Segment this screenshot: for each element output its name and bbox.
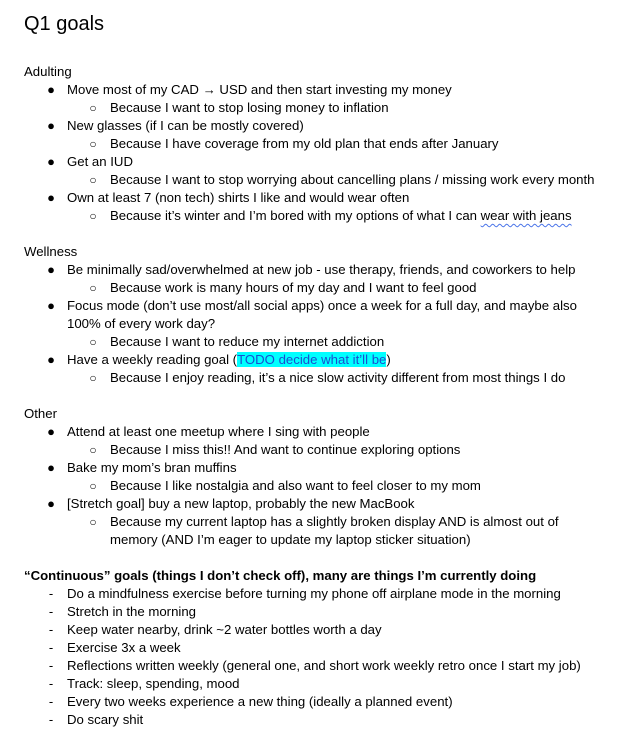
list-item: Keep water nearby, drink ~2 water bottles worth a day	[67, 622, 382, 637]
bullet-level1: ●	[47, 496, 55, 511]
list-item: Bake my mom’s bran muffins	[67, 460, 237, 475]
list-item: Stretch in the morning	[67, 604, 197, 619]
bullet-level1: ●	[47, 298, 55, 313]
sub-list-item: Because I want to stop worrying about cancelling plans / missing work every month	[110, 172, 595, 187]
bullet-dash: -	[48, 622, 54, 637]
bullet-level2: ○	[89, 101, 97, 115]
bullet-level2: ○	[89, 479, 97, 493]
bullet-level1: ●	[47, 82, 55, 97]
sub-list-item: Because I enjoy reading, it’s a nice slow activity different from most things I do	[110, 370, 566, 385]
bullet-dash: -	[48, 604, 54, 619]
list-item: Every two weeks experience a new thing (ideally a planned event)	[67, 694, 453, 709]
list-item: Do a mindfulness exercise before turning my phone off airplane mode in the morning	[67, 586, 561, 601]
sub-list-item: Because work is many hours of my day and I want to feel good	[110, 280, 477, 295]
highlighted-todo-text[interactable]: TODO decide what it’ll be	[237, 352, 387, 367]
sub-list-item: Because I like nostalgia and also want to feel closer to my mom	[110, 478, 481, 493]
bullet-level2: ○	[89, 137, 97, 151]
bullet-level1: ●	[47, 154, 55, 169]
section-heading-continuous: “Continuous” goals (things I don’t check off), many are things I’m currently doing	[24, 568, 537, 583]
list-item: Exercise 3x a week	[67, 640, 181, 655]
list-item: Focus mode (don’t use most/all social apps) once a week for a full day, and maybe also	[67, 298, 577, 313]
document-title: Q1 goals	[24, 13, 105, 35]
sub-list-item: Because I have coverage from my old plan that ends after January	[110, 136, 499, 151]
bullet-level1: ●	[47, 118, 55, 133]
section-heading-wellness: Wellness	[24, 244, 78, 259]
list-item	[67, 351, 391, 369]
list-item: Move most of my CAD → USD and then start investing my money	[67, 82, 452, 97]
bullet-dash: -	[48, 676, 54, 691]
sub-list-item: Because I want to reduce my internet addiction	[110, 334, 385, 349]
sub-list-item: Because my current laptop has a slightly broken display AND is almost out of	[110, 514, 559, 529]
bullet-dash: -	[48, 694, 54, 709]
bullet-level1: ●	[47, 460, 55, 475]
bullet-level2: ○	[89, 371, 97, 385]
bullet-level2: ○	[89, 173, 97, 187]
list-item: Own at least 7 (non tech) shirts I like and would wear often	[67, 190, 410, 205]
bullet-dash: -	[48, 658, 54, 673]
sub-list-item: Because I want to stop losing money to inflation	[110, 100, 389, 115]
bullet-dash: -	[48, 712, 54, 727]
bullet-level1: ●	[47, 190, 55, 205]
list-item-text: )	[386, 352, 391, 367]
list-item-text: Have a weekly reading goal (	[67, 352, 238, 367]
list-item: [Stretch goal] buy a new laptop, probably the new MacBook	[67, 496, 415, 511]
section-heading-adulting: Adulting	[24, 64, 72, 79]
sub-list-item: Because I miss this!! And want to continue exploring options	[110, 442, 461, 457]
list-item: Track: sleep, spending, mood	[67, 676, 240, 691]
spellcheck-underlined-text[interactable]: wear with jeans	[480, 208, 572, 223]
bullet-level1: ●	[47, 424, 55, 439]
list-item: Be minimally sad/overwhelmed at new job - use therapy, friends, and coworkers to help	[67, 262, 576, 277]
bullet-dash: -	[48, 640, 54, 655]
bullet-level2: ○	[89, 335, 97, 349]
list-item: New glasses (if I can be mostly covered)	[67, 118, 304, 133]
bullet-dash: -	[48, 586, 54, 601]
list-item: Get an IUD	[67, 154, 133, 169]
bullet-level2: ○	[89, 281, 97, 295]
bullet-level2: ○	[89, 443, 97, 457]
list-item: Do scary shit	[67, 712, 144, 727]
list-item: Attend at least one meetup where I sing with people	[67, 424, 370, 439]
list-item: Reflections written weekly (general one, and short work weekly retro once I start my job)	[67, 658, 581, 673]
bullet-level2: ○	[89, 515, 97, 529]
bullet-level1: ●	[47, 262, 55, 277]
section-heading-other: Other	[24, 406, 57, 421]
bullet-level2: ○	[89, 209, 97, 223]
list-item-continuation: 100% of every work day?	[67, 316, 216, 331]
bullet-level1: ●	[47, 352, 55, 367]
sub-list-item-text: Because it’s winter and I’m bored with my options of what I can	[110, 208, 481, 223]
sub-list-item-continuation: memory (AND I’m eager to update my laptop sticker situation)	[110, 532, 471, 547]
sub-list-item	[110, 207, 572, 225]
